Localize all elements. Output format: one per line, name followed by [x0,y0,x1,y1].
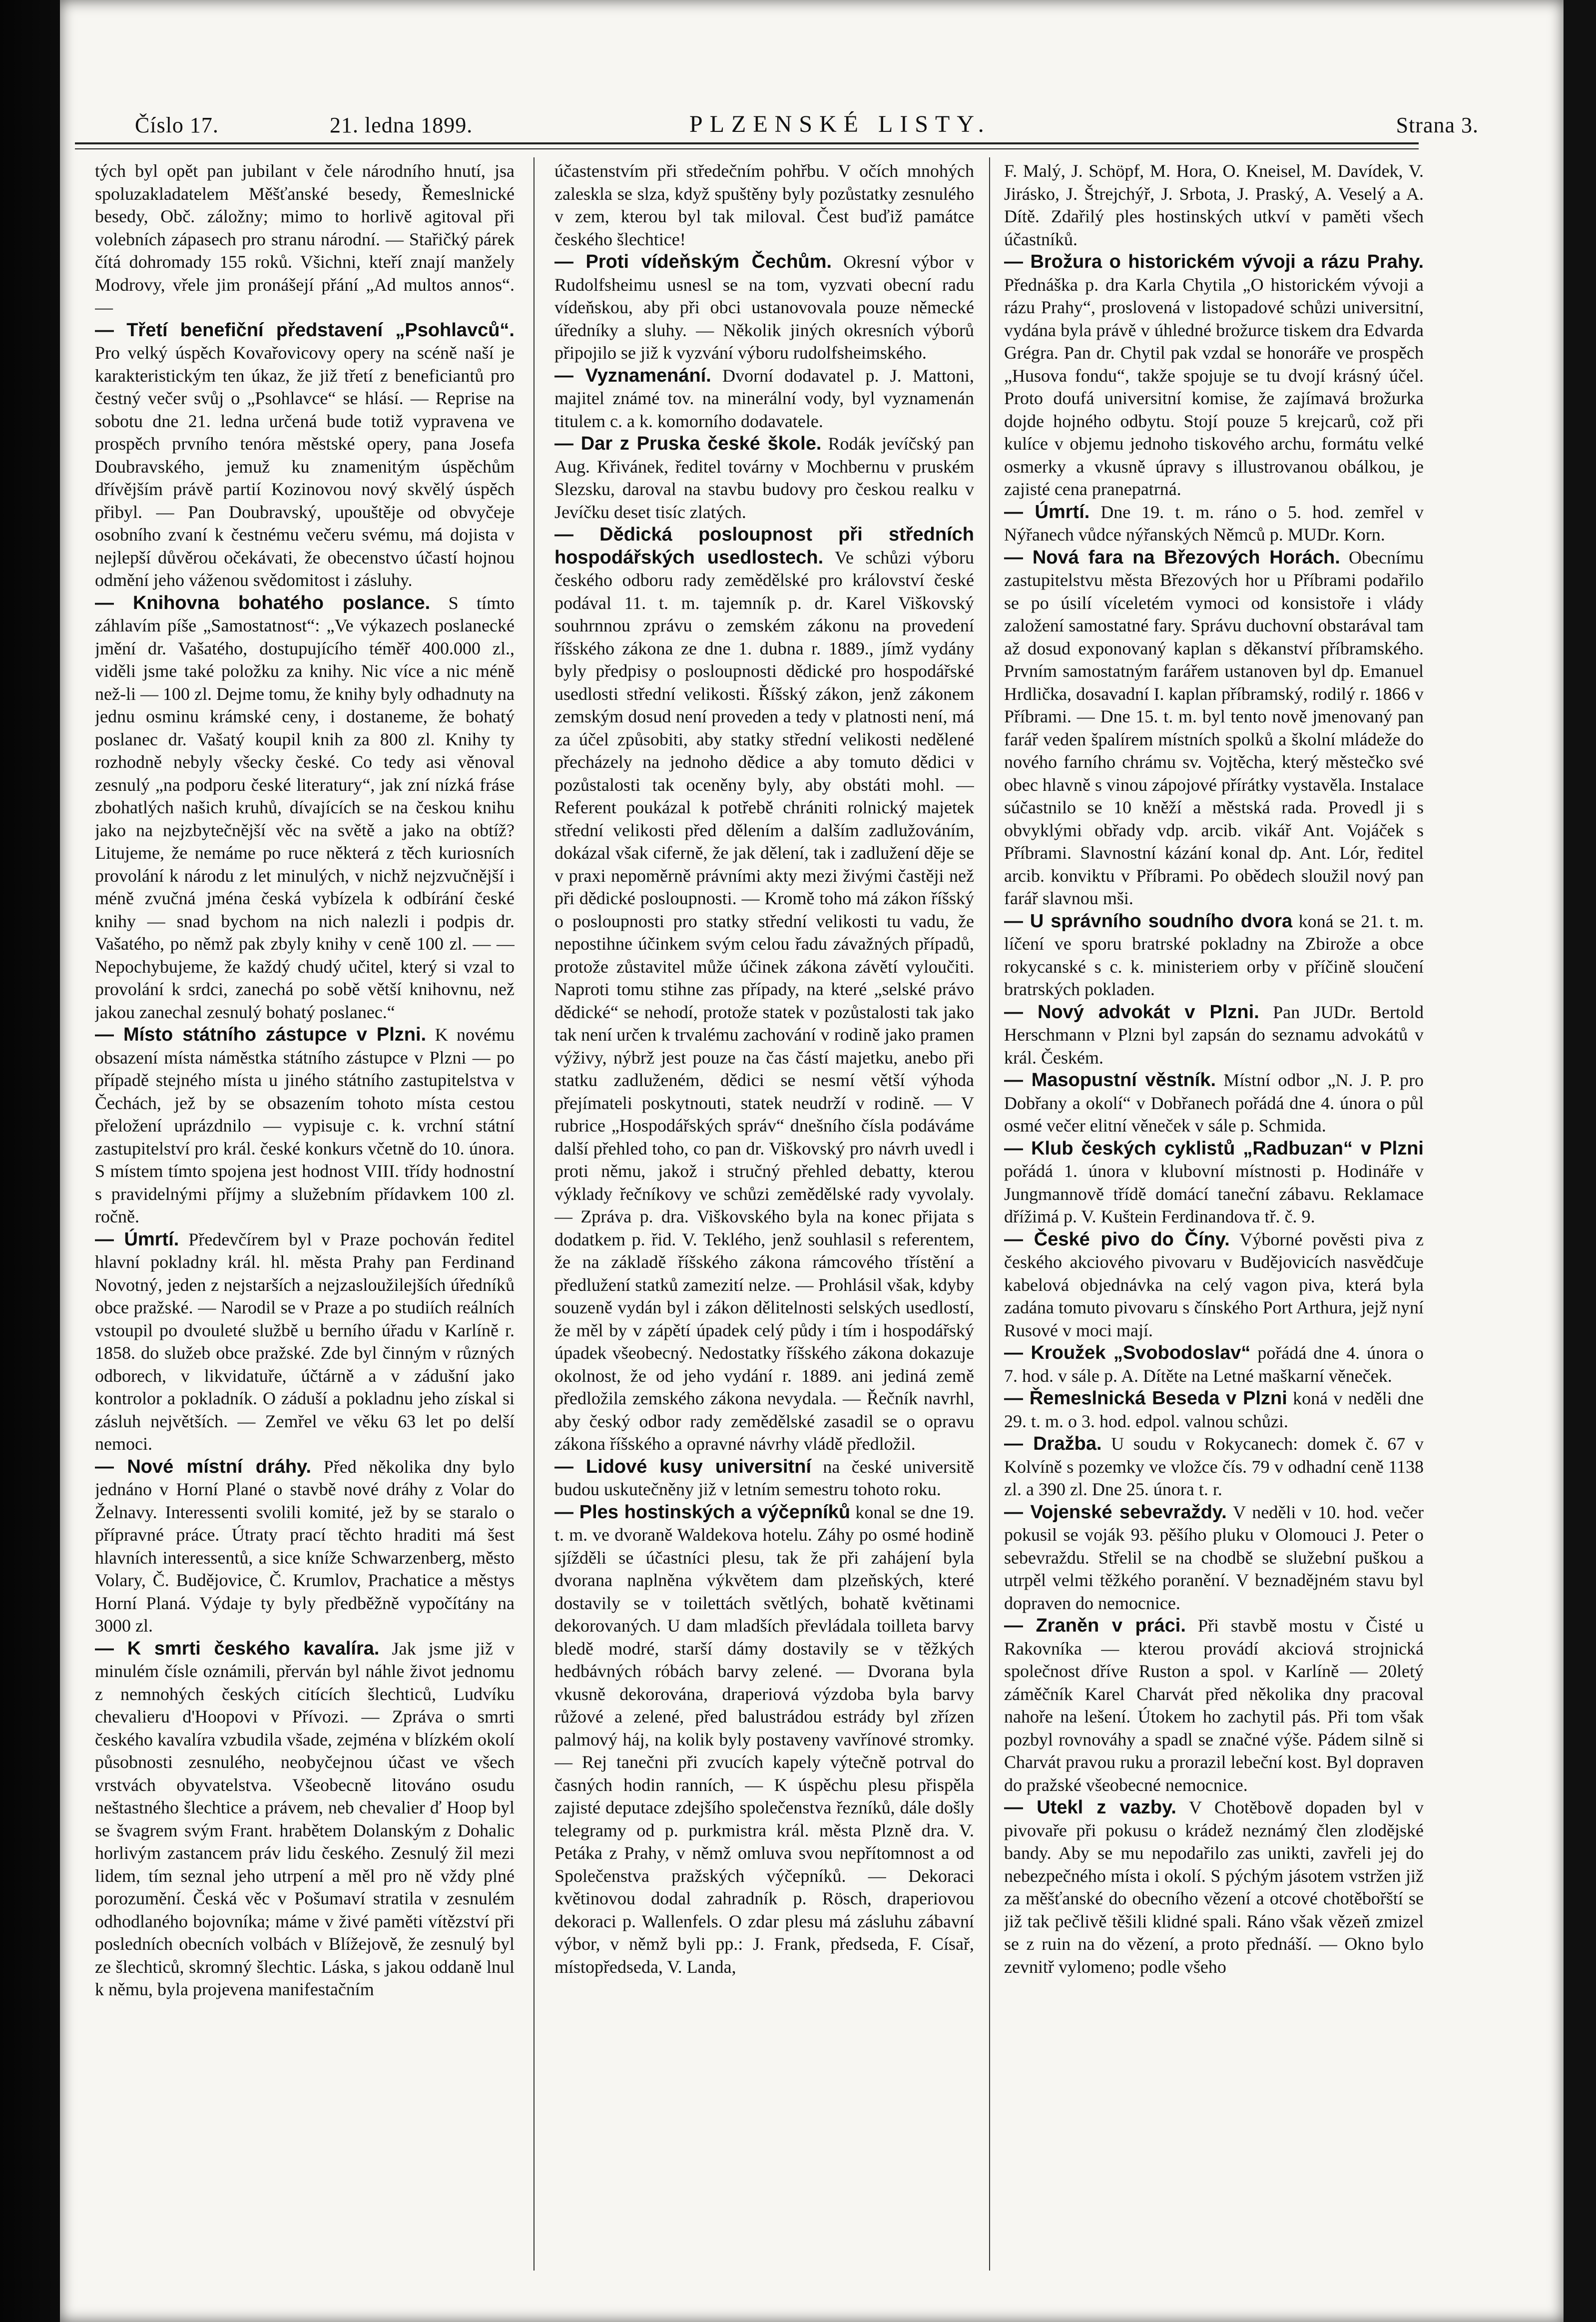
article-headline: — Třetí benefiční představení „Psohlavců“. [95,319,515,341]
article-headline: — U správního soudního dvora [1004,910,1293,932]
article-headline: — Nová fara na Březových Horách. [1004,547,1340,568]
article-text: V neděli v 10. hod. večer pokusil se voják 93. pěšího pluku v Olomouci J. Peter o sebevraždu. Střelil se na chodbě se služební puškou a utrpěl velmi těžkého poranění. V beznadějném stavu byl dopraven do nemocnice. [1004,1502,1424,1613]
article [554,1501,974,1979]
article [1004,1069,1424,1138]
article [1004,1501,1424,1615]
article-text: účastenstvím při středečním pohřbu. V očích mnohých zaleskla se slza, když spuštěny byly pozůstatky zesnulého v zem, kterou byl tak miloval. Čest buďiž památce českého šlechtice! [554,161,974,249]
article [95,1638,515,2001]
article [1004,1796,1424,1978]
article-text: Dne 19. t. m. ráno o 5. hod. zemřel v Nýřanech vůdce nýřanských Němců p. MUDr. Korn. [1004,502,1424,545]
article [554,365,974,433]
article-text: Okresní výbor v Rudolfsheimu usnesl se na tom, vyzvati obecní radu vídeňskou, aby při obci ustanovovala pouze německé úředníky a sluhy. — Několik jiných okresních výborů připojilo se již k vyzvání výboru rudolfsheimského. [554,252,974,363]
article-text: pořádá 1. února v klubovní místnosti p. Hodináře v Jungmannově třídě domácí taneční zábavu. Reklamace dřížimá p. V. Kuštein Ferdinandova tř. č. 9. [1004,1161,1424,1226]
article-text: Při stavbě mostu v Čisté u Rakovníka — kterou provádí akciová strojnická společnost dříve Ruston a spol. v Karlíně — 20letý záměčník Karel Charvát před několika dny pracoval nahoře na lešení. Útokem ho zachytil pás. Při tom však pozbyl rovnováhy a spadl se značné výše. Pádem silně si Charvát pravou ruku a prorazil lebeční kost. Byl dopraven do pražské všeobecné nemocnice. [1004,1616,1424,1795]
article [1004,1433,1424,1501]
article-headline: — Ples hostinských a výčepníků [554,1501,851,1523]
article [554,1456,974,1501]
article-text: Pro velký úspěch Kovařovicovy opery na scéně naší je karakteristickým ten úkaz, že již třetí z beneficiantů pro čestný večer svůj o „Psohlavce“ se hlásí. — Reprise na sobotu dne 21. ledna určená bude totiž vypravena ve prospěch prvního tenóra městské opery, pana Josefa Doubravského, jemuž ku znamenitým úspěchům dřívějším právě partií Kozinovou nový skvělý úspěch přibyl. — Pan Doubravský, upouštěje od obvyčeje osobního zvaní k čestnému večeru svému, má dojista v nejlepší důvěrou očekávati, že obecenstvo účastí hojnou odmění jeho váženou svědomitost i zásluhy. [95,343,515,590]
article-headline: — Brožura o historickém vývoji a rázu Prahy. [1004,251,1424,272]
article-headline: — Úmrtí. [1004,501,1090,523]
issue-number: Číslo 17. [135,113,219,137]
article-text: Před několika dny bylo jednáno v Horní Plané o stavbě nové dráhy z Volar do Želnavy. Interessenti svolili komité, jež by se staralo o přípravné práce. Útraty prací těchto hraditi má šest hlavních interessentů, a sice kníže Schwarzenberg, město Volary, Č. Budějovice, Č. Krumlov, Prachatice a městys Horní Planá. Výdaje ty byly předběžně vypočítány na 3000 zl. [95,1456,515,1636]
article-text: Obecnímu zastupitelstvu města Březových hor u Příbrami podařilo se po úsilí víceletém vymoci od konsistoře i vlády založení samostatné fary. Správu duchovní obstarával tam až dosud exponovaný kaplan s děkanství příbramského. Prvním samostatným farářem ustanoven byl dp. Emanuel Hrdlička, dosavadní I. kaplan příbramský, rodilý r. 1866 v Příbrami. — Dne 15. t. m. byl tento nově jmenovaný pan farář veden špalírem místních spolků a školní mládeže do nového farního chrámu sv. Vojtěcha, který městečko své obec hlavně s vinou zápojové přírátky vystavěla. Instalace súčastnilo se 10 kněží a městská rada. Provedl ji s obvyklými obřady vdp. arcib. vikář Ant. Vojáček s Příbrami. Slavnostní kázání konal dp. Ant. Lór, ředitel arcib. konviktu v Příbrami. Po obědech sloužil nový pan farář slavnou mši. [1004,547,1424,908]
article [95,319,515,592]
article-headline: — Klub českých cyklistů „Radbuzan“ v Plzni [1004,1138,1424,1159]
article-headline: — Řemeslnická Beseda v Plzni [1004,1388,1287,1409]
article-text: Výborné pověsti piva z českého akciového pivovaru v Budějovicích nasvědčuje kabelová objednávka na celý vagon piva, která byla zadána tomuto pivovaru s čínského Port Arthura, jejž nyní Rusové v moci mají. [1004,1229,1424,1340]
article-headline: — K smrti českého kavalíra. [95,1638,380,1659]
article-headline: — Místo státního zástupce v Plzni. [95,1024,427,1045]
article [95,160,515,319]
article [1004,547,1424,910]
article-text: K novému obsazení místa náměstka státního zástupce v Plzni — po případě stejného místa u jiného státního zastupitelstva v Čechách, jež by se obsazením tohoto místa cestou přeložení uprázdnilo — vypisuje c. k. vrchní státní zastupitelství pro král. české konkurs včetně do 10. února. S místem tímto spojena jest hodnost VIII. třídy hodnostní s pravidelnými příjmy a služebním přídavkem 100 zl. ročně. [95,1025,515,1226]
header-rule [75,142,1419,149]
article-headline: — Úmrtí. [95,1228,179,1250]
article [95,592,515,1024]
article [1004,1387,1424,1433]
article-text: Dvorní dodavatel p. J. Mattoni, majitel známé tov. na minerální vody, byl vyznamenán titulem c. a k. komorního dodavatele. [554,365,974,431]
article-headline: — Masopustní věstník. [1004,1070,1216,1091]
article-headline: — Vojenské sebevraždy. [1004,1501,1227,1523]
article [1004,251,1424,501]
article-text: U soudu v Rokycanech: domek č. 67 v Kolvíně s pozemky ve vložce čís. 79 v odhadní ceně 1138 zl. a 390 zl. Dne 25. února t. r. [1004,1434,1424,1499]
article-headline: — Kroužek „Svobodoslav“ [1004,1342,1251,1363]
column-3 [1004,160,1424,2278]
column-divider [533,157,534,2271]
article-headline: — Proti vídeňským Čechům. [554,251,832,272]
article-headline: — Lidové kusy universitní [554,1456,812,1477]
article-text: koná se 21. t. m. líčení ve sporu bratrské pokladny na Zbirože a obce rokycanské s c. k. ministeriem orby v příčině sloučení bratrských pokladen. [1004,911,1424,999]
article [1004,160,1424,251]
column-divider [989,157,990,2271]
article-text: F. Malý, J. Schöpf, M. Hora, O. Kneisel, M. Davídek, V. Jirásko, J. Štrejchýř, J. Srbota, J. Praský, A. Veselý a A. Dítě. Zdařilý ples hostinských utkví v paměti všech účastníků. [1004,161,1424,249]
article-text: konal se dne 19. t. m. ve dvoraně Waldekova hotelu. Záhy po osmé hodině sjížděli se účastníci plesu, tak že při zahájení byla dvorana naplněna výkvětem dam plzeňských, které dostavily se v toilettách světlých, bohatě květinami dekorovaných. U dam mladších převládala toilleta barvy bledě modré, starší dámy dostavily se v těžkých hedbávných róbách barvy zelené. — Dvorana byla vkusně dekorována, draperiová výzdoba byla barvy růžové a zelené, před balustrádou estrády byl zřízen palmový háj, na kolik byly postaveny vavřínové stromky. — Rej tanečni při zvucích kapely výtečně potrval do časných hodin ranních, — K úspěchu plesu přispěla zajisté deputace zdejšího společenstva řezníků, dále došly telegramy od p. purkmistra král. města Plzně dra. V. Petáka z Prahy, v němž omluva svou nepřítomnost a od Společenstva pražských výčepníků. — Dekoraci květinovou dodal zahradník p. Rösch, draperiovou dekoraci p. Wallenfels. O zdar plesu má zásluhu zábavní výbor, v němž byli pp.: J. Frank, předseda, F. Císař, místopředseda, V. Landa, [554,1502,974,1977]
article-text: Místní odbor „N. J. P. pro Dobřany a okolí“ v Dobřanech pořádá dne 4. února o půl osmé večer elitní věneček v sále p. Schmida. [1004,1070,1424,1136]
article-text: Rodák jevíčský pan Aug. Křivánek, ředitel továrny v Mochbernu v pruském Slezsku, daroval na stavbu budovy pro českou realku v Jevíčku deset tisíc zlatých. [554,434,974,522]
article-text: Přednáška p. dra Karla Chytila „O historickém vývoji a rázu Prahy“, proslovená v listopadové schůzi universitní, vydána byla právě v úhledné brožurce tiskem dra Edvarda Grégra. Pan dr. Chytil pak vzdal se honoráře ve prospěch „Husova fondu“, takže spojuje se tu dvojí krásný účel. Proto doufá universitní komise, že zajímavá brožurka dojde hojného odbytu. Stojí pouze 5 krejcarů, což při kulíce v objemu jednoho tiskového archu, formátu velké osmerky a vkusně úpravy s illustrovanou obálkou, je zajisté cena pranepatrná. [1004,274,1424,499]
article-text: Jak jsme již v minulém čísle oznámili, přerván byl náhle život jednomu z nemnohých českých citících šlechticů, Ludvíku chevalieru d'Hoopovi v Přívozi. — Zpráva o smrti českého kavalíra vzbudila všade, zejména v blízkém okolí působnosti zesnulého, neobyčejnou účast ve všech vrstvách obyvatelstva. Všeobecně litováno osudu neštastného šlechtice a právem, neb chevalier ď Hoop byl se švagrem svým Frant. hrabětem Dolanským z Dohalic horlivým zastancem práv lidu českého. Zesnulý žil mezi lidem, tím seznal jeho utrpení a měl pro ně vždy plné porozumění. Česká věc v Pošumaví stratila v zesnulém odhodlaného bojovníka; máme v živé paměti vítězství při posledních obecních volbách v Blížejově, že zesnulý byl ze šlechticů, skromný šlechtic. Láska, s jakou oddaně lnul k němu, byla projevena manifestačním [95,1638,515,1999]
article-text: Pan JUDr. Bertold Herschmann v Plzni byl zapsán do seznamu advokátů v král. Českém. [1004,1002,1424,1068]
article-text: tých byl opět pan jubilant v čele národního hnutí, jsa spoluzakladatelem Měšťanské besedy, Řemeslnické besedy, Obč. záložny; mimo to horlivě agitoval při volebních zápasech pro stranu národní. — Stařičký párek čítá dohromady 155 roků. Všichni, kteří znají manžely Modrovy, vřele jim pronášejí přání „Ad multos annos“. — [95,161,515,317]
article-headline: — Dražba. [1004,1433,1102,1454]
article [1004,1001,1424,1070]
article-headline: — Dar z Pruska české škole. [554,433,822,454]
article-headline: — Dědická posloupnost při středních hospodářských usedlostech. [554,524,974,568]
article [1004,910,1424,1001]
issue-date: 21. ledna 1899. [330,113,473,137]
article [554,524,974,1456]
article-text: V Chotěbově dopaden byl v pivovaře při pokusu o krádež neznámý člen zlodějské bandy. Aby se mu nepodařilo zas unikti, zavřeli jej do nebezpečného místa i okolí. S pýchým jásotem vstržen již za měšťanské do obecního vězení a otcové chotěbořští se již tak pečlivě těšili klidné spali. Ráno však vězeň zmizel se z ruin na do vězení, a proto přednáší. — Okno bylo zevnitř vylomeno; podle všeho [1004,1797,1424,1977]
article-text: S tímto záhlavím píše „Samostatnost“: „Ve výkazech poslanecké jmění dr. Vašatého, dostupujícího téměř 400.000 zl., viděli jsme také položku za knihy. Nic více a nic méně než-li — 100 zl. Dejme tomu, že knihy byly odhadnuty na jednu osminu krámské ceny, i dostaneme, že bohatý poslanec dr. Vašatý koupil knih za 800 zl. Knihy ty rozhodně nebyly všecky české. Co tedy asi věnoval zesnulý „na podporu české literatury“, jak zní nízká fráse zbohatlých našich kruhů, dívajících se na českou knihu jako na nejzbytečnější věc na světě a jako na obtíž? Litujeme, že nemáme po ruce některá z těch kuriosních provolání k národu z let minulých, v nichž nejzvučnější i méně zvučná jména česká vybízela k odbírání české knihy — snad bychom na nich nalezli i podpis dr. Vašatého, po němž pak zbyly knihy v ceně 100 zl. — — Nepochybujeme, že každý chudý učitel, který si vzal to provolání k srdci, zanechá po sobě větší knihovnu, než jakou zanechal zesnulý bohatý poslanec.“ [95,592,515,1022]
article [1004,1615,1424,1796]
column-2 [554,160,974,2278]
article-text: pořádá dne 4. února o 7. hod. v sále p. A. Dítěte na Letné maškarní věneček. [1004,1343,1424,1386]
page-number: Strana 3. [1396,113,1479,137]
article-headline: — České pivo do Číny. [1004,1228,1230,1250]
article-text: na české universitě budou uskutečněny již v letním semestru tohoto roku. [554,1456,974,1499]
article [1004,501,1424,547]
page-header [135,107,1479,142]
article-text: Ve schůzi výboru českého odboru rady zemědělské pro království české podával 11. t. m. tajemník p. dr. Karel Viškovský souhrnnou zprávu o zemském zákonu na provedení říšského zákona ze dne 1. dubna r. 1889., jímž vydány byly předpisy o posloupnosti dědické pro hospodářské usedlosti střední velikosti. Říšský zákon, jenž zákonem zemským dosud není proveden a tedy v platnosti není, má za účel způsobiti, aby statky střední velikosti nedělené přecházely na jednoho dědice a aby tomuto dědici v pozůstalosti tak oceněny byly, aby obstáti mohl. — Referent poukázal k potřebě chrániti rolnický majetek střední velikosti před dělením a dalším zadlužováním, dokázal však ciferně, že jak dělení, tak i zadlužení děje se v praxi nepoměrně právními akty mezi živými častěji než při dědické posloupnosti. — Kromě toho má zákon říšský o posloupnosti pro statky střední velikosti tu vadu, že nepostihne účinkem svým celou řadu závažných případů, protože zůstavitel může účinek zákona závětí vyloučiti. Naproti tomu stihne zas případy, na které „selské právo dědické“ se nehodí, protože statek v pozůstalosti tak jako tak není určen k trvalému zachování v rodině jako pramen výživy, nýbrž jest pouze na čas částí majetku, anebo při statku zadluženém, dědici se nesmí větší výhoda přejímateli poskytnouti, statek neudrží v rodině. — V rubrice „Hospodářských správ“ dnešního čísla podáváme další přehled toho, co pan dr. Viškovský pro návrh uvedl i proti němu, jakož i stručný přehled debatty, kterou výklady řečníkovy ve schůzi zemědělské rady vyvolaly. — Zpráva p. dra. Viškovského byla na konec přijata s dodatkem p. řid. V. Teklého, jenž souhlasil s referentem, že na základě říšského zákona rámcového třístění a předlužení statků zamezití nelze. — Prohlásil však, kdyby souzeně vydán byl i zákon dělitelnosti selských usedlostí, že měl by v zápětí úpadek celý půdy i tím i hospodářský úpadek všeobecný. Nedostatky říšského zákona dokazuje okolnost, že od jeho vydání r. 1889. ani jediná země předložila zemského zákona nevydala. — Řečník navrhl, aby český odbor rady zemědělské zasadil se o opravu zákona říšského a opravné návrhy vládě předložil. [554,547,974,1454]
article-headline: — Knihovna bohatého poslance. [95,592,431,613]
article [554,433,974,524]
article [1004,1342,1424,1387]
article-headline: — Utekl z vazby. [1004,1797,1176,1818]
article [554,160,974,251]
article [554,251,974,365]
column-1 [95,160,515,2278]
article [95,1024,515,1228]
article-text: Předevčírem byl v Praze pochován ředitel hlavní pokladny král. hl. města Prahy pan Ferdinand Novotný, jeden z nejstarších a nejzasloužilejších úředníků obce pražské. — Narodil se v Praze a po studiích reálních vstoupil po dvouleté službě u berního úřadu v Karlíně r. 1858. do služeb obce pražské. Zde byl činným v různých odborech, v likvidatuře, účtárně a v zádušní jako kontrolor a pokladník. O záduší a pokladnu jeho získal si zásluh největších. — Zemřel ve věku 63 let po delší nemoci. [95,1229,515,1454]
article-headline: — Nový advokát v Plzni. [1004,1001,1259,1023]
article-headline: — Zraněn v práci. [1004,1615,1186,1636]
article [1004,1228,1424,1342]
article-text: koná v neděli dne 29. t. m. o 3. hod. edpol. valnou schůzi. [1004,1388,1424,1431]
article [95,1456,515,1638]
article [95,1228,515,1456]
article-headline: — Nové místní dráhy. [95,1456,311,1477]
article-headline: — Vyznamenání. [554,365,711,386]
article [1004,1138,1424,1228]
newspaper-title: PLZENSKÉ LISTY. [689,111,991,137]
